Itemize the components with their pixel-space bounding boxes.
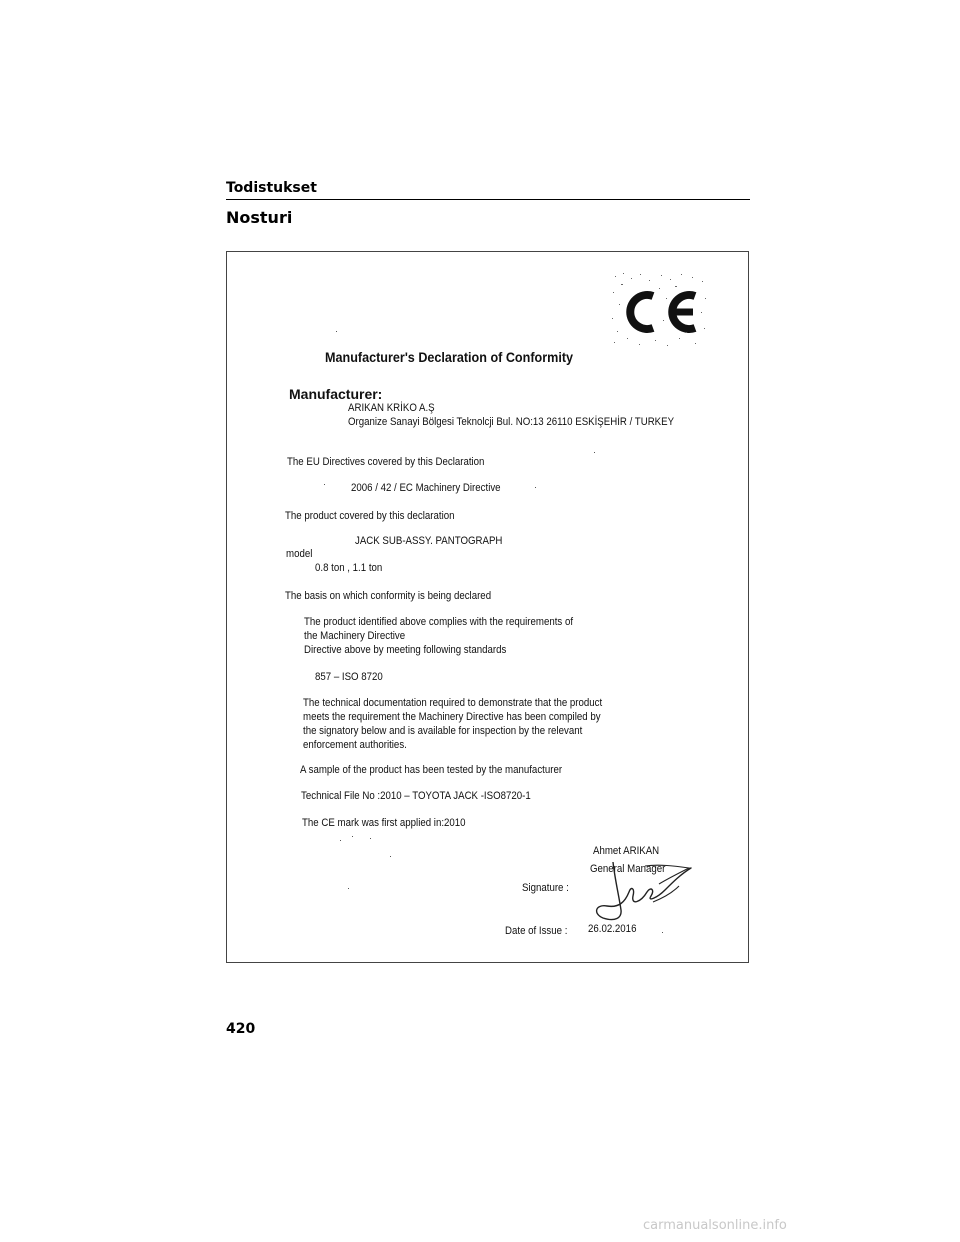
ce-applied: The CE mark was first applied in:2010 bbox=[302, 817, 466, 829]
scan-speck bbox=[340, 840, 341, 841]
basis-line: Directive above by meeting following standards bbox=[304, 644, 507, 656]
technical-line: meets the requirement the Machinery Directive has been compiled by bbox=[303, 711, 601, 723]
technical-line: the signatory below and is available for inspection by the relevant bbox=[303, 725, 583, 737]
scan-speck bbox=[535, 487, 536, 488]
basis-line: the Machinery Directive bbox=[304, 630, 406, 642]
technical-line: enforcement authorities. bbox=[303, 739, 407, 751]
model-label: model bbox=[286, 548, 313, 560]
date-value: 26.02.2016 bbox=[588, 923, 637, 935]
manufacturer-label: Manufacturer: bbox=[289, 386, 383, 402]
watermark: carmanualsonline.info bbox=[643, 1218, 787, 1233]
sample-statement: A sample of the product has been tested by the manufacturer bbox=[300, 764, 563, 776]
date-label: Date of Issue : bbox=[505, 925, 568, 937]
manufacturer-name: ARIKAN KRİKO A.Ş bbox=[348, 402, 435, 414]
signature-label: Signature : bbox=[522, 882, 569, 894]
section-header: Todistukset bbox=[226, 180, 317, 196]
technical-line: The technical documentation required to demonstrate that the product bbox=[303, 697, 603, 709]
header-rule bbox=[226, 199, 750, 200]
product-name: JACK SUB-ASSY. PANTOGRAPH bbox=[355, 535, 503, 547]
scan-speck bbox=[390, 856, 391, 857]
handwritten-signature bbox=[585, 862, 695, 924]
scan-speck bbox=[336, 331, 337, 332]
scan-speck bbox=[324, 484, 325, 485]
scan-speck bbox=[662, 932, 663, 933]
page-heading: Nosturi bbox=[226, 208, 293, 227]
ce-mark-icon bbox=[609, 268, 707, 350]
manufacturer-address: Organize Sanayi Bölgesi Teknolcji Bul. NO:13 26110 ESKİŞEHİR / TURKEY bbox=[348, 416, 675, 428]
basis-line: The product identified above complies with the requirements of bbox=[304, 616, 574, 628]
scan-speck bbox=[348, 888, 349, 889]
directive: 2006 / 42 / EC Machinery Directive bbox=[351, 482, 501, 494]
standard: 857 – ISO 8720 bbox=[315, 671, 383, 683]
scan-speck bbox=[370, 838, 371, 839]
model-values: 0.8 ton , 1.1 ton bbox=[315, 562, 383, 574]
scan-speck bbox=[594, 452, 595, 453]
scan-speck bbox=[352, 836, 353, 837]
product-label: The product covered by this declaration bbox=[285, 510, 455, 522]
certificate-title: Manufacturer's Declaration of Conformity bbox=[325, 349, 574, 365]
signatory-name: Ahmet ARIKAN bbox=[593, 845, 660, 857]
eu-directives-label: The EU Directives covered by this Declaration bbox=[287, 456, 485, 468]
technical-file: Technical File No :2010 – TOYOTA JACK -ISO8720-1 bbox=[301, 790, 531, 802]
signatory-title: General Manager bbox=[590, 863, 666, 875]
basis-label: The basis on which conformity is being declared bbox=[285, 590, 492, 602]
page-number: 420 bbox=[226, 1021, 256, 1037]
